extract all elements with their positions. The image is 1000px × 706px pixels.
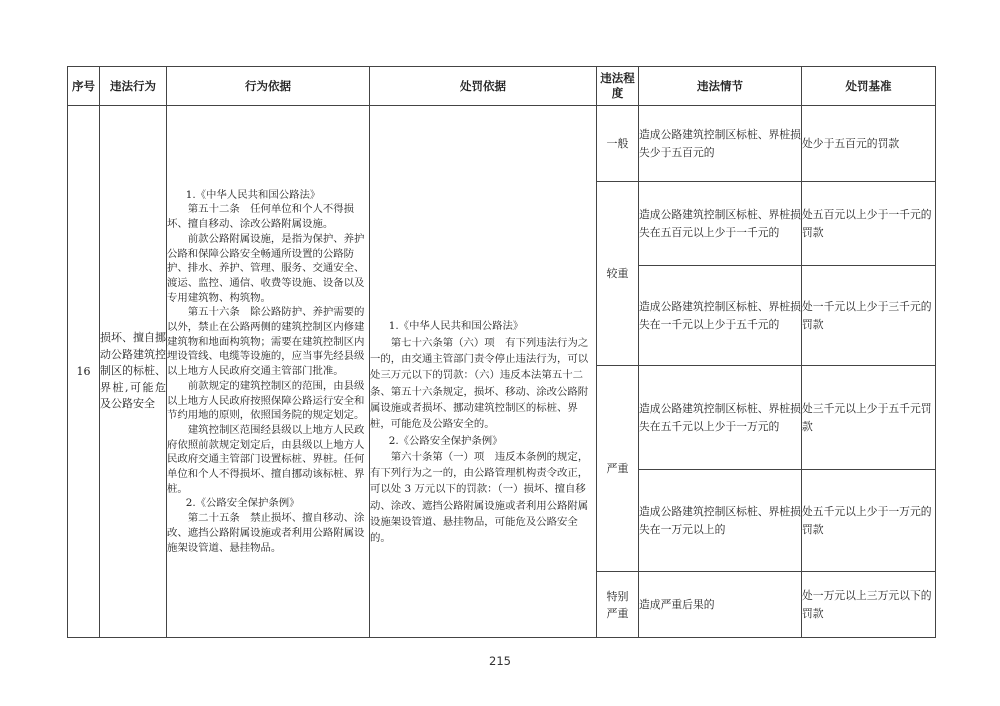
degree-general: 一般 xyxy=(597,106,639,182)
row-seq: 16 xyxy=(68,106,100,638)
header-penalty-basis: 处罚依据 xyxy=(370,67,597,106)
header-situation: 违法情节 xyxy=(639,67,802,106)
situation-cell: 造成公路建筑控制区标桩、界桩损失在一千元以上少于五千元的 xyxy=(639,266,802,366)
violation-cell: 损坏、擅自挪动公路建筑控制区的标桩、界桩,可能危及公路安全 xyxy=(100,106,167,638)
basis-paragraph: 前款公路附属设施，是指为保护、养护公路和保障公路安全畅通所设置的公路防护、排水、养护、管理、服务、交通安全、渡运、监控、通信、收费等设施、设备以及专用建筑物、构筑物。 xyxy=(167,232,365,304)
penalty-law-title: 2.《公路安全保护条例》 xyxy=(388,434,503,447)
degree-severe: 严重 xyxy=(597,366,639,572)
degree-especially-severe: 特别严重 xyxy=(597,572,639,638)
header-standard: 处罚基准 xyxy=(802,67,936,106)
basis-paragraph: 第二十五条 禁止损坏、擅自移动、涂改、遮挡公路附属设施或者利用公路附属设施架设管道、悬挂物品。 xyxy=(167,512,365,554)
header-row xyxy=(68,67,936,106)
basis-paragraph: 建筑控制区范围经县级以上地方人民政府依照前款规定划定后，由县级以上地方人民政府交通主管部门设置标桩、界桩。任何单位和个人不得损坏、擅自挪动该标桩、界桩。 xyxy=(167,423,365,495)
standard-cell: 处少于五百元的罚款 xyxy=(802,106,936,182)
situation-cell: 造成公路建筑控制区标桩、界桩损失在五千元以上少于一万元的 xyxy=(639,366,802,470)
table-row xyxy=(68,106,936,182)
situation-cell: 造成公路建筑控制区标桩、界桩损失在一万元以上的 xyxy=(639,470,802,572)
spacer xyxy=(370,196,596,318)
standard-cell: 处五百元以上少于一千元的罚款 xyxy=(802,182,936,266)
situation-cell: 造成严重后果的 xyxy=(639,572,802,638)
header-degree: 违法程度 xyxy=(597,67,639,106)
header-violation: 违法行为 xyxy=(100,67,167,106)
standard-cell: 处一万元以上三万元以下的罚款 xyxy=(802,572,936,638)
standard-cell: 处三千元以上少于五千元罚款 xyxy=(802,366,936,470)
basis-paragraph: 第五十六条 除公路防护、养护需要的以外，禁止在公路两侧的建筑控制区内修建建筑物和地面构筑物；需要在建筑控制区内埋设管线、电缆等设施的，应当事先经县级以上地方人民政府交通主管部门批准。 xyxy=(167,306,365,378)
header-basis: 行为依据 xyxy=(167,67,370,106)
penalty-law-title: 1.《中华人民共和国公路法》 xyxy=(388,320,524,333)
basis-paragraph: 第五十二条 任何单位和个人不得损坏、擅自移动、涂改公路附属设施。 xyxy=(167,203,355,231)
situation-cell: 造成公路建筑控制区标桩、界桩损失在五百元以上少于一千元的 xyxy=(639,182,802,266)
penalty-standard-table xyxy=(67,66,936,638)
penalty-paragraph: 第七十六条第（六）项 有下列违法行为之一的，由交通主管部门责令停止违法行为，可以处三万元以下的罚款：（六）违反本法第五十二条、第五十六条规定，损坏、移动、涂改公路附属设施或者损坏、挪动建筑控制区的标桩、界桩，可能危及公路安全的。 xyxy=(370,336,589,431)
penalty-paragraph: 第六十条第（一）项 违反本条例的规定，有下列行为之一的，由公路管理机构责令改正，可以处 3 万元以下的罚款：（一）损坏、擅自移动、涂改、遮挡公路附属设施或者利用公路附属设施架设管道、悬挂物品，可能危及公路安全的。 xyxy=(370,450,589,545)
standard-cell: 处一千元以上少于三千元的罚款 xyxy=(802,266,936,366)
header-seq: 序号 xyxy=(68,67,100,106)
page-number: 215 xyxy=(489,654,511,668)
basis-law-title: 2.《公路安全保护条例》 xyxy=(185,497,300,510)
basis-paragraph: 前款规定的建筑控制区的范围，由县级以上地方人民政府按照保障公路运行安全和节约用地的原则，依照国务院的规定划定。 xyxy=(167,379,365,422)
situation-cell: 造成公路建筑控制区标桩、界桩损失少于五百元的 xyxy=(639,106,802,182)
penalty-basis-cell xyxy=(370,106,597,638)
behavior-basis-cell xyxy=(167,106,370,638)
degree-serious: 较重 xyxy=(597,182,639,366)
basis-law-title: 1.《中华人民共和国公路法》 xyxy=(185,188,321,201)
standard-cell: 处五千元以上少于一万元的罚款 xyxy=(802,470,936,572)
